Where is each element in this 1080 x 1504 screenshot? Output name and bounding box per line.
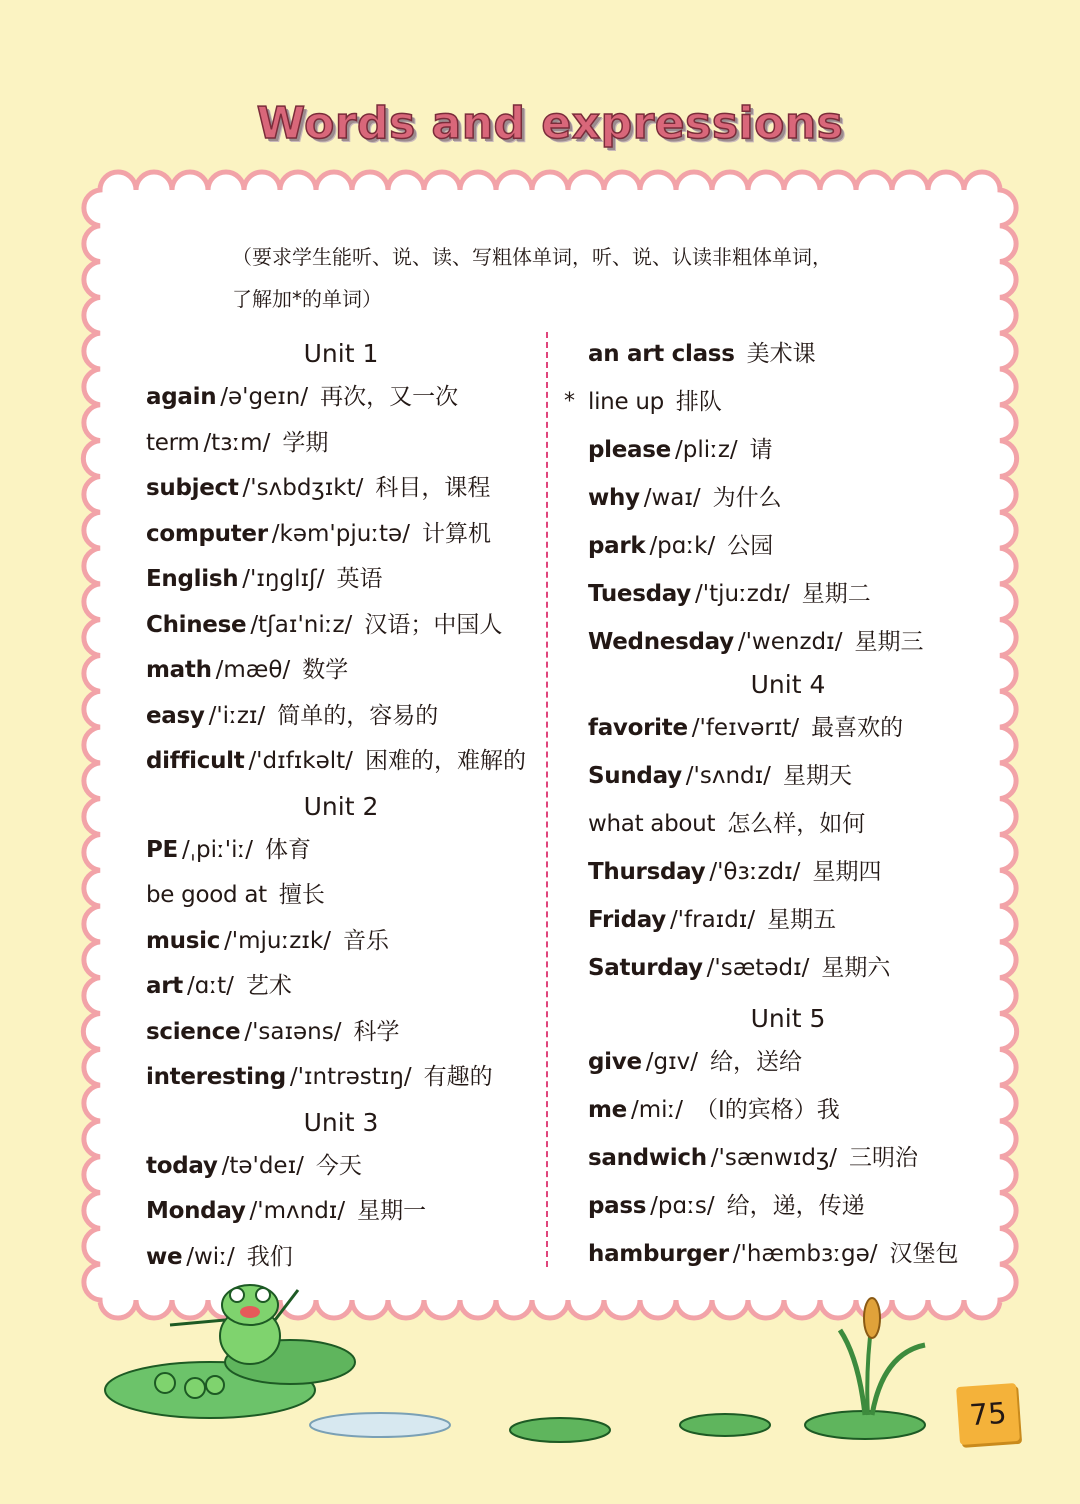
unit-4-heading: Unit 4	[750, 670, 826, 699]
vocab-ipa: /pliːz/	[674, 437, 738, 463]
vocab-word: me	[588, 1097, 627, 1123]
vocab-meaning: 星期四	[812, 859, 882, 885]
vocab-ipa: /ˌpiː'iː/	[181, 836, 253, 863]
vocab-word: English	[146, 566, 239, 592]
vocab-meaning: 星期天	[782, 763, 852, 789]
frog-icon	[105, 1285, 355, 1418]
vocab-ipa: /'fraɪdɪ/	[669, 907, 756, 933]
vocab-meaning: 给，送给	[710, 1049, 803, 1075]
vocab-meaning: 艺术	[245, 973, 292, 999]
vocab-ipa: /'dɪfɪkəlt/	[248, 748, 353, 774]
instruction-note-line1: （要求学生能听、说、读、写粗体单词，听、说、认读非粗体单词，	[232, 245, 832, 269]
vocab-meaning: 星期五	[767, 907, 837, 933]
vocab-word: give	[588, 1049, 642, 1075]
vocab-ipa: /'sætədɪ/	[706, 955, 810, 981]
vocab-meaning: 计算机	[421, 520, 491, 547]
vocab-meaning: 再次，又一次	[320, 384, 459, 410]
vocab-meaning: 给，递，传递	[726, 1193, 865, 1219]
vocab-ipa: /'tjuːzdɪ/	[695, 581, 790, 607]
vocab-ipa: /miː/	[630, 1097, 684, 1123]
vocab-ipa: /'iːzɪ/	[208, 702, 266, 729]
vocab-ipa: /tɜːm/	[203, 429, 271, 456]
vocab-word: Wednesday	[588, 629, 734, 655]
vocab-word: interesting	[146, 1064, 286, 1090]
vocab-word: math	[146, 657, 212, 683]
vocab-word: Thursday	[588, 859, 706, 885]
vocab-meaning: 星期一	[357, 1198, 427, 1224]
vocab-meaning: 学期	[282, 429, 329, 456]
vocab-word: today	[146, 1152, 218, 1179]
reeds-icon	[840, 1298, 925, 1415]
vocab-meaning: （I的宾格）我	[695, 1097, 840, 1123]
vocab-word: please	[588, 437, 671, 463]
vocab-meaning: 今天	[315, 1152, 362, 1179]
vocab-meaning: 排队	[675, 389, 722, 415]
vocab-meaning: 星期六	[821, 955, 891, 981]
vocab-ipa: /'saɪəns/	[244, 1018, 342, 1045]
vocab-word: science	[146, 1018, 241, 1045]
lily-pads-icon	[310, 1411, 925, 1442]
vocab-word: Saturday	[588, 955, 703, 981]
vocab-ipa: /'ɪŋglɪʃ/	[242, 566, 325, 592]
vocab-meaning: 美术课	[746, 341, 816, 367]
vocab-meaning: 科学	[353, 1018, 400, 1045]
vocab-ipa: /'ɪntrəstɪŋ/	[289, 1064, 412, 1090]
vocab-meaning: 有趣的	[423, 1064, 493, 1090]
vocab-ipa: /kəm'pjuːtə/	[271, 520, 410, 547]
vocab-word: computer	[146, 520, 268, 547]
vocab-ipa: /pɑːk/	[649, 533, 716, 559]
vocab-word: difficult	[146, 748, 245, 774]
vocab-word: PE	[146, 836, 178, 863]
vocab-ipa: /wiː/	[186, 1243, 235, 1270]
vocab-ipa: /ɑːt/	[186, 973, 234, 999]
vocab-word: Sunday	[588, 763, 682, 789]
vocab-word: be good at	[146, 882, 267, 908]
instruction-note-line2: 了解加*的单词）	[232, 287, 382, 311]
vocab-ipa: /'sænwɪdʒ/	[710, 1145, 838, 1171]
vocab-word: pass	[588, 1193, 647, 1219]
vocab-word: again	[146, 384, 217, 410]
vocab-ipa: /'feɪvərɪt/	[691, 715, 800, 741]
star-marker: *	[564, 389, 575, 414]
page-number: 75	[956, 1383, 1020, 1445]
vocab-word: Tuesday	[588, 581, 691, 607]
vocab-ipa: /mæθ/	[215, 657, 291, 683]
vocab-ipa: /'sʌndɪ/	[685, 763, 771, 789]
vocab-ipa: /'wenzdɪ/	[737, 629, 843, 655]
vocab-word: why	[588, 485, 640, 511]
vocab-meaning: 数学	[302, 657, 349, 683]
vocab-ipa: /ə'geɪn/	[220, 384, 309, 410]
vocab-word: sandwich	[588, 1145, 707, 1171]
page-title: Words and expressions	[256, 98, 844, 149]
vocab-meaning: 汉语；中国人	[364, 611, 503, 638]
vocab-meaning: 擅长	[278, 882, 325, 908]
vocab-word: what about	[588, 811, 716, 837]
vocab-word: park	[588, 533, 646, 559]
vocab-ipa: /'mʌndɪ/	[249, 1198, 346, 1224]
vocab-meaning: 星期二	[801, 581, 871, 607]
vocab-meaning: 为什么	[712, 485, 782, 511]
vocab-meaning: 汉堡包	[889, 1241, 959, 1267]
unit-3-heading: Unit 3	[303, 1107, 379, 1137]
vocab-word: Chinese	[146, 611, 247, 638]
vocab-meaning: 简单的，容易的	[277, 702, 439, 729]
unit-2-heading: Unit 2	[303, 791, 379, 821]
vocab-ipa: /waɪ/	[643, 485, 701, 511]
unit-5-heading: Unit 5	[750, 1004, 826, 1033]
vocab-word: an art class	[588, 341, 735, 367]
vocab-meaning: 三明治	[849, 1145, 919, 1171]
vocab-word: line up	[588, 389, 664, 415]
vocab-ipa: /pɑːs/	[650, 1193, 715, 1219]
vocab-word: we	[146, 1243, 183, 1270]
vocab-meaning: 公园	[727, 533, 774, 559]
vocab-word: easy	[146, 702, 205, 729]
vocab-ipa: /'sʌbdʒɪkt/	[242, 475, 364, 501]
vocab-meaning: 我们	[246, 1243, 293, 1270]
vocab-word: Monday	[146, 1198, 246, 1224]
vocab-word: hamburger	[588, 1241, 729, 1267]
vocab-ipa: /tə'deɪ/	[221, 1152, 304, 1179]
vocab-meaning: 科目，课程	[375, 475, 491, 501]
vocab-word: music	[146, 927, 221, 954]
vocab-ipa: /gɪv/	[645, 1049, 699, 1075]
vocab-meaning: 困难的，难解的	[364, 748, 526, 774]
vocab-meaning: 体育	[265, 836, 311, 863]
vocab-meaning: 英语	[336, 566, 383, 592]
vocab-meaning: 音乐	[342, 927, 389, 954]
vocab-meaning: 怎么样，如何	[727, 811, 866, 837]
vocab-meaning: 最喜欢的	[811, 715, 904, 741]
vocab-meaning: 请	[749, 437, 773, 463]
vocab-meaning: 星期三	[854, 629, 924, 655]
vocab-ipa: /'mjuːzɪk/	[224, 927, 331, 954]
vocab-ipa: /tʃaɪ'niːz/	[250, 611, 353, 638]
vocab-word: favorite	[588, 715, 688, 741]
unit-1-heading: Unit 1	[303, 339, 379, 368]
vocab-word: term	[146, 429, 200, 456]
vocab-ipa: /'θɜːzdɪ/	[709, 859, 801, 885]
vocab-word: Friday	[588, 907, 666, 933]
vocab-word: art	[146, 973, 183, 999]
vocab-ipa: /'hæmbɜːgə/	[732, 1241, 878, 1267]
vocab-word: subject	[146, 475, 239, 501]
